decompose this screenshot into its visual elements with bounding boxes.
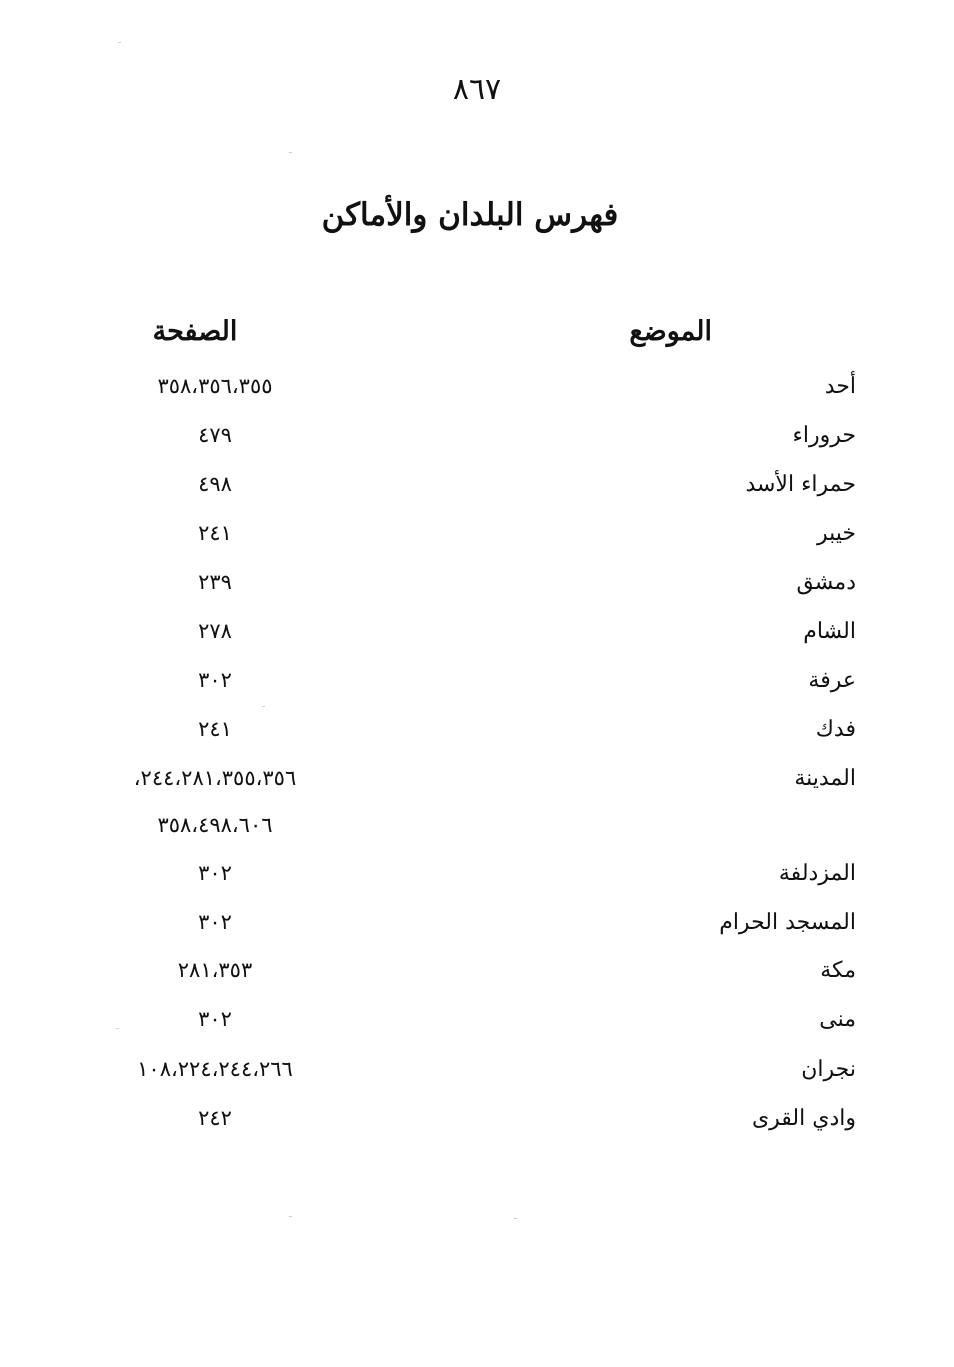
page-references: ٢٤١ xyxy=(198,521,232,545)
column-header-place: الموضع xyxy=(629,316,712,347)
place-name: الشام xyxy=(803,619,856,644)
scan-speck xyxy=(514,1218,517,1219)
table-row xyxy=(0,717,954,757)
scan-speck xyxy=(116,1028,119,1029)
table-row xyxy=(0,910,954,950)
page-references: ٢٧٨ xyxy=(198,619,232,643)
page-references: ٢٤٤،٢٨١،٣٥٥،٣٥٦، xyxy=(133,766,297,790)
table-row xyxy=(0,374,954,414)
page-references: ٣٠٢ xyxy=(198,668,232,692)
page-references: ٣٥٨،٤٩٨،٦٠٦ xyxy=(157,813,273,837)
scan-speck xyxy=(118,42,121,43)
page-references: ٣٠٢ xyxy=(198,910,232,934)
table-row xyxy=(0,619,954,659)
table-row xyxy=(0,668,954,708)
scan-speck xyxy=(289,1216,292,1217)
place-name: المسجد الحرام xyxy=(719,910,856,935)
page-references: ٤٩٨ xyxy=(198,472,232,496)
table-row xyxy=(0,861,954,901)
place-name: نجران xyxy=(801,1057,856,1082)
scan-speck xyxy=(262,706,265,707)
table-row xyxy=(0,958,954,998)
table-row xyxy=(0,423,954,463)
place-name: المدينة xyxy=(794,766,856,791)
place-name: وادي القرى xyxy=(751,1106,856,1131)
page-references: ٤٧٩ xyxy=(198,423,232,447)
place-name: خيبر xyxy=(816,521,856,546)
place-name: حمراء الأسد xyxy=(745,472,856,497)
place-name: عرفة xyxy=(808,668,856,693)
page-references: ٢٨١،٣٥٣ xyxy=(177,958,253,982)
page-references: ٣٥٨،٣٥٦،٣٥٥ xyxy=(157,374,273,398)
page-references: ٢٤١ xyxy=(198,717,232,741)
page-references: ٢٤٢ xyxy=(198,1106,232,1130)
table-row xyxy=(0,1057,954,1097)
column-header-pages: الصفحة xyxy=(152,316,238,347)
table-row xyxy=(0,472,954,512)
scan-speck xyxy=(289,152,292,153)
page-references: ٣٠٢ xyxy=(198,1007,232,1031)
table-row xyxy=(0,521,954,561)
place-name: فدك xyxy=(815,717,856,742)
table-row xyxy=(0,813,954,853)
place-name: منى xyxy=(819,1007,856,1032)
place-name: دمشق xyxy=(796,570,856,595)
page-title: فهرس البلدان والأماكن xyxy=(321,197,619,233)
table-row xyxy=(0,766,954,806)
page-number: ٨٦٧ xyxy=(452,72,502,107)
place-name: المزدلفة xyxy=(778,861,856,886)
page-references: ١٠٨،٢٢٤،٢٤٤،٢٦٦ xyxy=(137,1057,293,1081)
place-name: أحد xyxy=(824,374,856,399)
table-row xyxy=(0,1106,954,1146)
page-references: ٣٠٢ xyxy=(198,861,232,885)
table-row xyxy=(0,1007,954,1047)
table-row xyxy=(0,570,954,610)
page-references: ٢٣٩ xyxy=(198,570,232,594)
place-name: حروراء xyxy=(792,423,856,448)
place-name: مكة xyxy=(820,958,856,983)
